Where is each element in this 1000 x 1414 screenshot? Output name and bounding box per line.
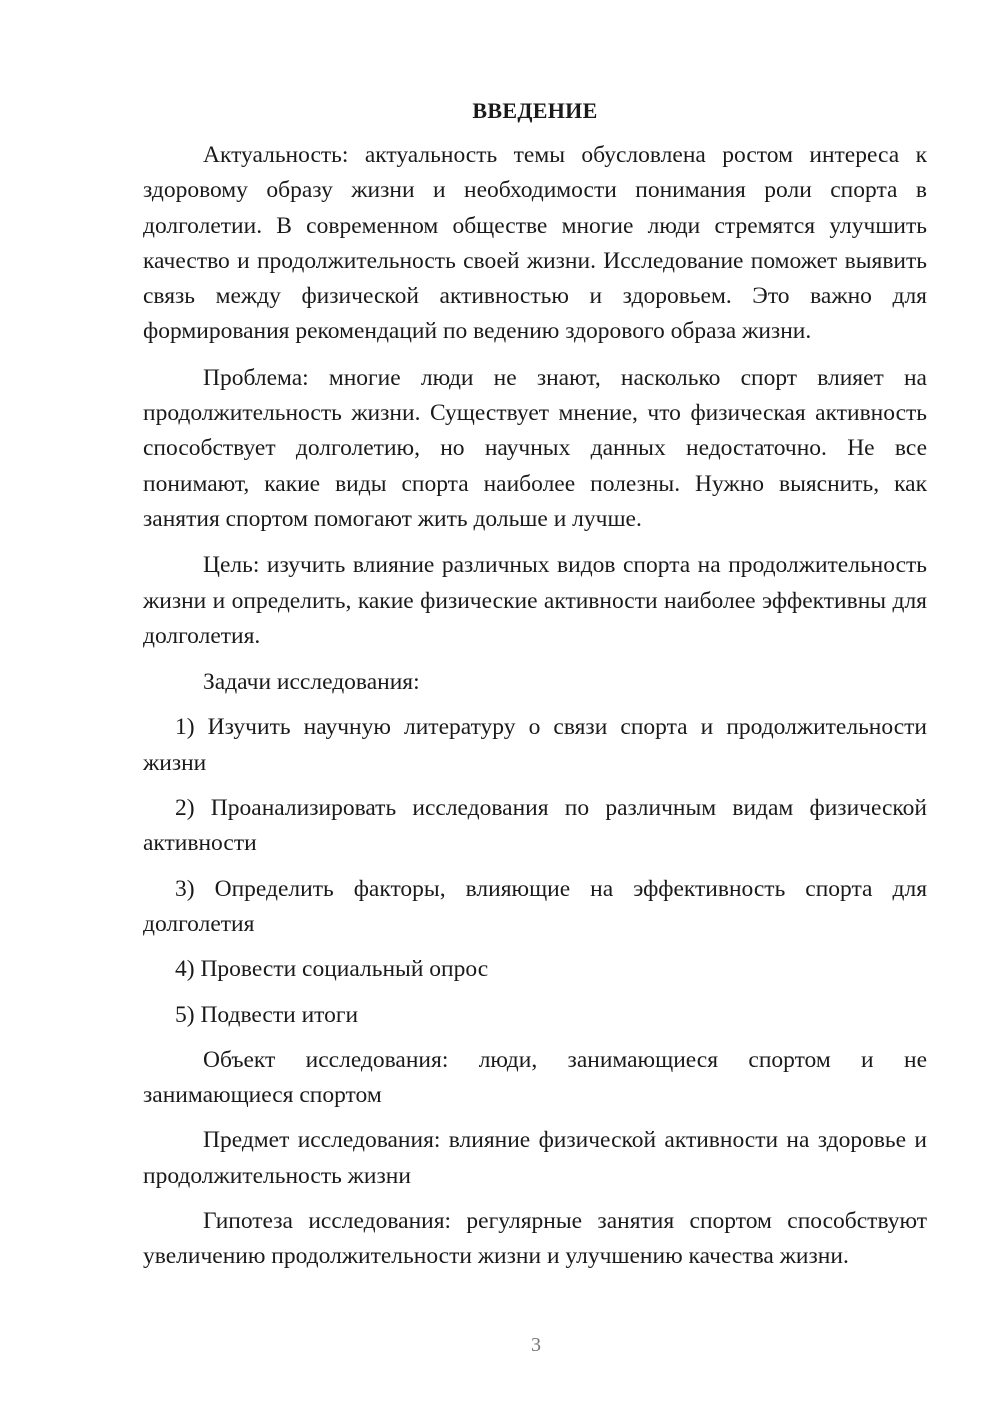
tasks-heading: Задачи исследования: bbox=[203, 669, 420, 696]
task-item-4: 4) Провести социальный опрос bbox=[175, 956, 489, 983]
page-number: 3 bbox=[531, 1334, 541, 1356]
subject-paragraph: Предмет исследования: влияние физической активности на здоровье и продолжительность жизни bbox=[143, 1127, 927, 1189]
hypothesis-paragraph: Гипотеза исследования: регулярные занятия спортом способствуют увеличению продолжительности жизни и улучшению качества жизни. bbox=[143, 1208, 927, 1270]
section-title: ВВЕДЕНИЕ bbox=[472, 98, 598, 123]
page-content bbox=[143, 94, 927, 1275]
task-item-5: 5) Подвести итоги bbox=[175, 1001, 359, 1028]
object-paragraph: Объект исследования: люди, занимающиеся спортом и не занимающиеся спортом bbox=[143, 1046, 927, 1109]
task-item-3: 3) Определить факторы, влияющие на эффективность спорта для долголетия bbox=[143, 875, 927, 937]
task-item-2: 2) Проанализировать исследования по различным видам физической активности bbox=[143, 795, 927, 857]
problem-paragraph: Проблема: многие люди не знают, насколько спорт влияет на продолжительность жизни. Существует мнение, что физическая активность способствует долголетию, но научных данных недостаточно. Не все понимают, какие виды спорта наиболее полезны. Нужно выяснить, как занятия спортом помогают жить дольше и лучше. bbox=[143, 364, 927, 532]
goal-paragraph: Цель: изучить влияние различных видов спорта на продолжительность жизни и определить, какие физические активности наиболее эффективны для долголетия. bbox=[143, 552, 927, 649]
relevance-paragraph: Актуальность: актуальность темы обусловлена ростом интереса к здоровому образу жизни и необходимости понимания роли спорта в долголетии. В современном обществе многие люди стремятся улучшить качество и продолжительность своей жизни. Исследование поможет выявить связь между физической активностью и здоровьем. Это важно для формирования рекомендаций по ведению здорового образа жизни. bbox=[143, 142, 927, 345]
task-item-1: 1) Изучить научную литературу о связи спорта и продолжительности жизни bbox=[143, 714, 927, 776]
